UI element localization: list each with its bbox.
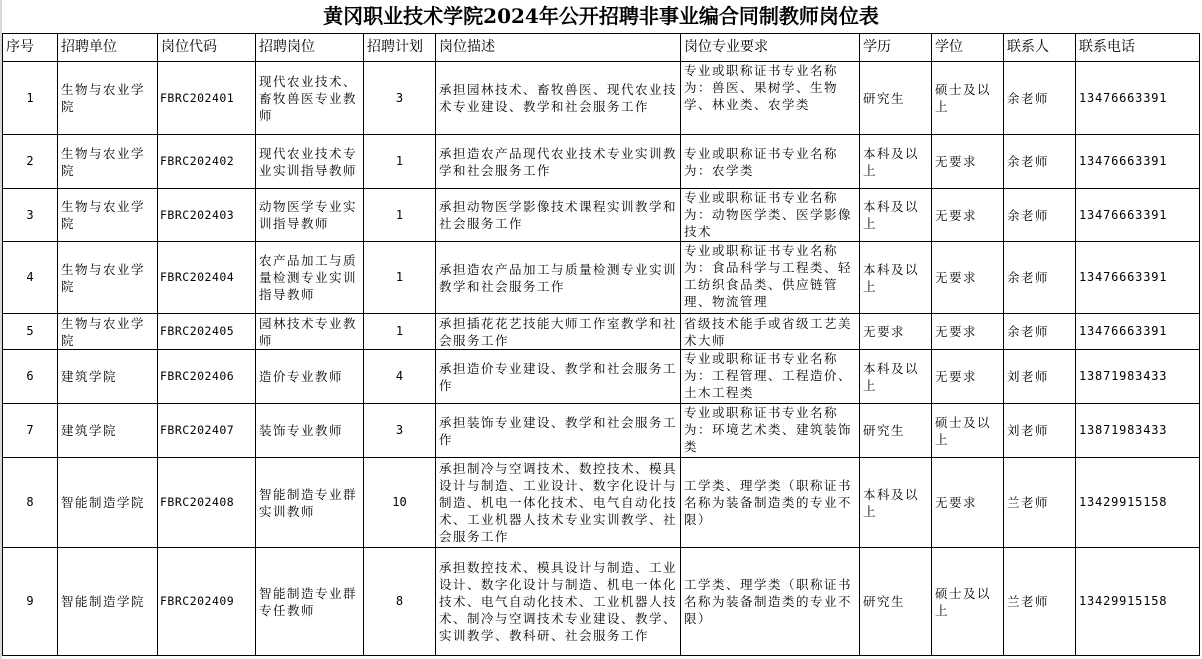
cell-post: 造价专业教师 bbox=[256, 350, 364, 404]
cell-contact: 余老师 bbox=[1004, 189, 1076, 242]
cell-degree: 硕士及以上 bbox=[932, 404, 1004, 458]
cell-edu: 本科及以上 bbox=[860, 242, 932, 314]
cell-code: FBRC202404 bbox=[158, 242, 256, 314]
cell-plan: 10 bbox=[364, 458, 436, 548]
cell-code: FBRC202406 bbox=[158, 350, 256, 404]
cell-code: FBRC202405 bbox=[158, 314, 256, 350]
col-header-no: 序号 bbox=[3, 34, 58, 62]
cell-degree: 无要求 bbox=[932, 189, 1004, 242]
col-header-req: 岗位专业要求 bbox=[681, 34, 860, 62]
cell-req: 专业或职称证书专业名称为：食品科学与工程类、轻工纺织食品类、供应链管理、物流管理 bbox=[681, 242, 860, 314]
col-header-post: 招聘岗位 bbox=[256, 34, 364, 62]
cell-phone: 13476663391 bbox=[1076, 135, 1200, 189]
cell-plan: 4 bbox=[364, 350, 436, 404]
cell-plan: 1 bbox=[364, 189, 436, 242]
cell-unit: 生物与农业学院 bbox=[58, 242, 158, 314]
col-header-edu: 学历 bbox=[860, 34, 932, 62]
cell-req: 省级技术能手或省级工艺美术大师 bbox=[681, 314, 860, 350]
cell-no: 1 bbox=[3, 62, 58, 135]
cell-edu: 研究生 bbox=[860, 62, 932, 135]
cell-contact: 兰老师 bbox=[1004, 548, 1076, 656]
col-header-phone: 联系电话 bbox=[1076, 34, 1200, 62]
cell-code: FBRC202402 bbox=[158, 135, 256, 189]
cell-phone: 13429915158 bbox=[1076, 548, 1200, 656]
cell-no: 9 bbox=[3, 548, 58, 656]
cell-contact: 余老师 bbox=[1004, 242, 1076, 314]
cell-edu: 本科及以上 bbox=[860, 135, 932, 189]
page-title: 黄冈职业技术学院2024年公开招聘非事业编合同制教师岗位表 bbox=[323, 4, 879, 28]
cell-contact: 余老师 bbox=[1004, 135, 1076, 189]
cell-edu: 研究生 bbox=[860, 404, 932, 458]
cell-no: 5 bbox=[3, 314, 58, 350]
cell-phone: 13476663391 bbox=[1076, 242, 1200, 314]
cell-post: 智能制造专业群专任教师 bbox=[256, 548, 364, 656]
cell-post: 装饰专业教师 bbox=[256, 404, 364, 458]
cell-phone: 13871983433 bbox=[1076, 350, 1200, 404]
col-header-contact: 联系人 bbox=[1004, 34, 1076, 62]
cell-no: 2 bbox=[3, 135, 58, 189]
cell-unit: 智能制造学院 bbox=[58, 458, 158, 548]
cell-degree: 硕士及以上 bbox=[932, 548, 1004, 656]
header-row bbox=[3, 34, 1200, 62]
cell-phone: 13429915158 bbox=[1076, 458, 1200, 548]
cell-plan: 3 bbox=[364, 404, 436, 458]
col-header-plan: 招聘计划 bbox=[364, 34, 436, 62]
cell-desc: 承担造农产品加工与质量检测专业实训教学和社会服务工作 bbox=[436, 242, 681, 314]
cell-desc: 承担造价专业建设、教学和社会服务工作 bbox=[436, 350, 681, 404]
cell-plan: 3 bbox=[364, 62, 436, 135]
table-row bbox=[3, 314, 1200, 350]
cell-unit: 建筑学院 bbox=[58, 404, 158, 458]
cell-post: 农产品加工与质量检测专业实训指导教师 bbox=[256, 242, 364, 314]
cell-req: 专业或职称证书专业名称为：农学类 bbox=[681, 135, 860, 189]
cell-desc: 承担装饰专业建设、教学和社会服务工作 bbox=[436, 404, 681, 458]
cell-contact: 刘老师 bbox=[1004, 404, 1076, 458]
cell-unit: 生物与农业学院 bbox=[58, 314, 158, 350]
cell-req: 工学类、理学类（职称证书名称为装备制造类的专业不限） bbox=[681, 548, 860, 656]
table-row bbox=[3, 350, 1200, 404]
cell-phone: 13476663391 bbox=[1076, 62, 1200, 135]
cell-desc: 承担园林技术、畜牧兽医、现代农业技术专业建设、教学和社会服务工作 bbox=[436, 62, 681, 135]
cell-plan: 1 bbox=[364, 314, 436, 350]
cell-desc: 承担造农产品现代农业技术专业实训教学和社会服务工作 bbox=[436, 135, 681, 189]
cell-plan: 8 bbox=[364, 548, 436, 656]
cell-req: 专业或职称证书专业名称为：工程管理、工程造价、土木工程类 bbox=[681, 350, 860, 404]
table-row bbox=[3, 242, 1200, 314]
table-row bbox=[3, 189, 1200, 242]
cell-post: 智能制造专业群实训教师 bbox=[256, 458, 364, 548]
cell-no: 7 bbox=[3, 404, 58, 458]
cell-degree: 无要求 bbox=[932, 135, 1004, 189]
cell-post: 现代农业技术、畜牧兽医专业教师 bbox=[256, 62, 364, 135]
cell-unit: 建筑学院 bbox=[58, 350, 158, 404]
cell-req: 专业或职称证书专业名称为：动物医学类、医学影像技术 bbox=[681, 189, 860, 242]
cell-desc: 承担数控技术、模具设计与制造、工业设计、数字化设计与制造、机电一体化技术、电气自动化技术、工业机器人技术、制冷与空调技术专业建设、教学、实训教学、教科研、社会服务工作 bbox=[436, 548, 681, 656]
cell-unit: 生物与农业学院 bbox=[58, 189, 158, 242]
cell-edu: 无要求 bbox=[860, 314, 932, 350]
cell-code: FBRC202403 bbox=[158, 189, 256, 242]
cell-desc: 承担动物医学影像技术课程实训教学和社会服务工作 bbox=[436, 189, 681, 242]
cell-contact: 余老师 bbox=[1004, 314, 1076, 350]
table-row bbox=[3, 548, 1200, 656]
cell-degree: 硕士及以上 bbox=[932, 62, 1004, 135]
cell-code: FBRC202409 bbox=[158, 548, 256, 656]
table-row bbox=[3, 62, 1200, 135]
cell-phone: 13476663391 bbox=[1076, 189, 1200, 242]
cell-degree: 无要求 bbox=[932, 350, 1004, 404]
cell-contact: 刘老师 bbox=[1004, 350, 1076, 404]
table-row bbox=[3, 404, 1200, 458]
cell-req: 专业或职称证书专业名称为：兽医、果树学、生物学、林业类、农学类 bbox=[681, 62, 860, 135]
positions-table bbox=[2, 33, 1200, 656]
cell-no: 3 bbox=[3, 189, 58, 242]
cell-phone: 13871983433 bbox=[1076, 404, 1200, 458]
cell-degree: 无要求 bbox=[932, 458, 1004, 548]
col-header-desc: 岗位描述 bbox=[436, 34, 681, 62]
cell-plan: 1 bbox=[364, 135, 436, 189]
col-header-code: 岗位代码 bbox=[158, 34, 256, 62]
cell-post: 现代农业技术专业实训指导教师 bbox=[256, 135, 364, 189]
col-header-unit: 招聘单位 bbox=[58, 34, 158, 62]
cell-degree: 无要求 bbox=[932, 242, 1004, 314]
cell-plan: 1 bbox=[364, 242, 436, 314]
cell-req: 专业或职称证书专业名称为：环境艺术类、建筑装饰类 bbox=[681, 404, 860, 458]
cell-edu: 本科及以上 bbox=[860, 189, 932, 242]
cell-code: FBRC202407 bbox=[158, 404, 256, 458]
cell-edu: 本科及以上 bbox=[860, 458, 932, 548]
table-row bbox=[3, 458, 1200, 548]
cell-no: 6 bbox=[3, 350, 58, 404]
cell-contact: 余老师 bbox=[1004, 62, 1076, 135]
cell-post: 动物医学专业实训指导教师 bbox=[256, 189, 364, 242]
cell-degree: 无要求 bbox=[932, 314, 1004, 350]
cell-no: 4 bbox=[3, 242, 58, 314]
cell-contact: 兰老师 bbox=[1004, 458, 1076, 548]
cell-unit: 智能制造学院 bbox=[58, 548, 158, 656]
cell-desc: 承担插花花艺技能大师工作室教学和社会服务工作 bbox=[436, 314, 681, 350]
cell-no: 8 bbox=[3, 458, 58, 548]
cell-code: FBRC202408 bbox=[158, 458, 256, 548]
cell-unit: 生物与农业学院 bbox=[58, 135, 158, 189]
cell-phone: 13476663391 bbox=[1076, 314, 1200, 350]
cell-post: 园林技术专业教师 bbox=[256, 314, 364, 350]
col-header-degree: 学位 bbox=[932, 34, 1004, 62]
cell-desc: 承担制冷与空调技术、数控技术、模具设计与制造、工业设计、数字化设计与制造、机电一体化技术、电气自动化技术、工业机器人技术专业实训教学、社会服务工作 bbox=[436, 458, 681, 548]
cell-unit: 生物与农业学院 bbox=[58, 62, 158, 135]
cell-code: FBRC202401 bbox=[158, 62, 256, 135]
cell-edu: 研究生 bbox=[860, 548, 932, 656]
table-row bbox=[3, 135, 1200, 189]
cell-req: 工学类、理学类（职称证书名称为装备制造类的专业不限） bbox=[681, 458, 860, 548]
cell-edu: 本科及以上 bbox=[860, 350, 932, 404]
